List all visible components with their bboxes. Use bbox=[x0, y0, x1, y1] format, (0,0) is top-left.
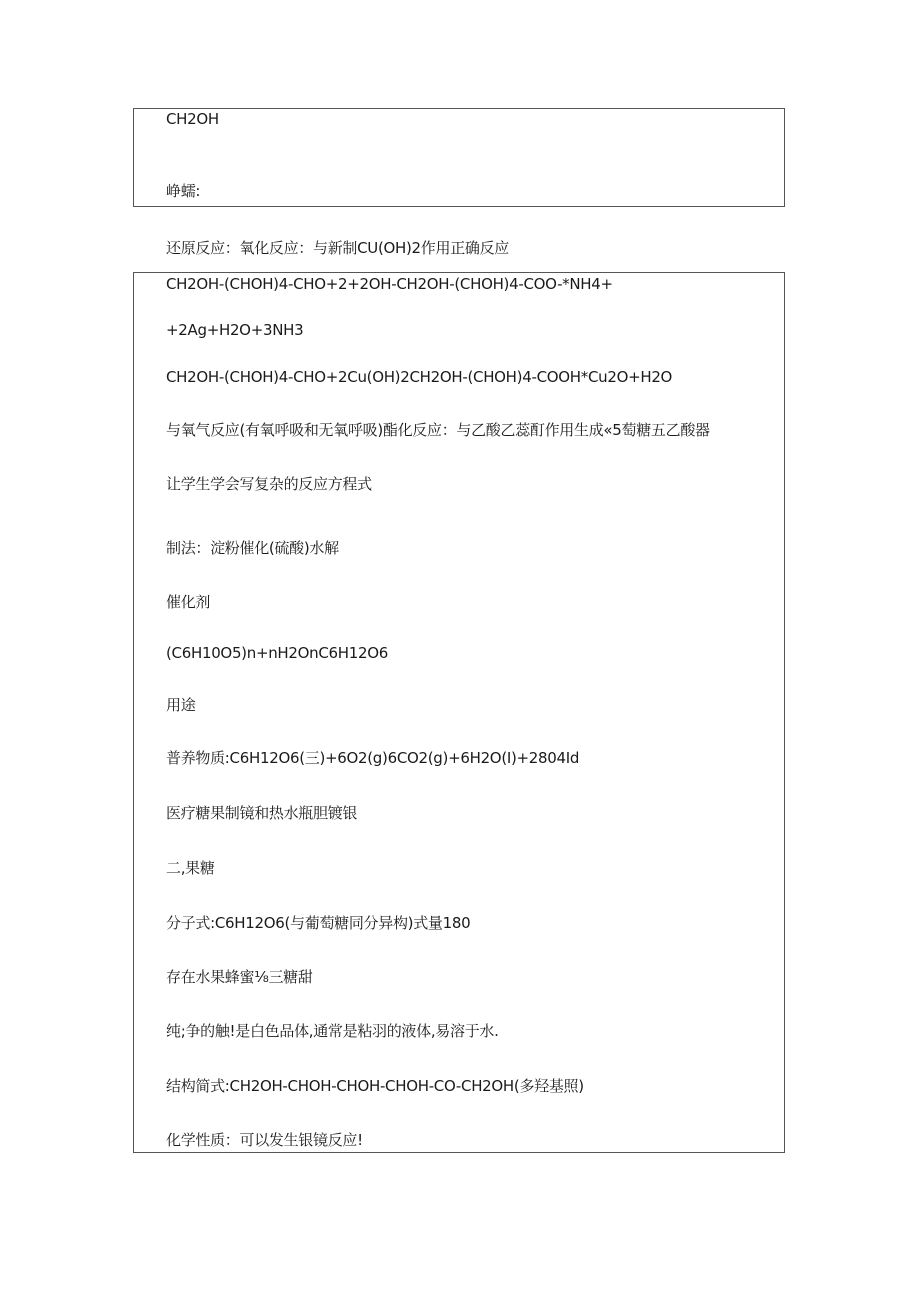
middle-text-line: 还原反应：氧化反应：与新制CU(OH)2作用正确反应 bbox=[166, 239, 509, 257]
box2-line-8: (C6H10O5)n+nH2OnC6H12O6 bbox=[166, 644, 388, 662]
box2-line-10: 普养物质:C6H12O6(三)+6O2(g)6CO2(g)+6H2O(I)+2804Id bbox=[166, 749, 580, 767]
box2-line-2: +2Ag+H2O+3NH3 bbox=[166, 321, 304, 339]
box2-line-15: 纯;争的触!是白色品体,通常是粘羽的液体,易溶于水. bbox=[166, 1022, 499, 1040]
box2-line-16: 结构简式:CH2OH-CHOH-CHOH-CHOH-CO-CH2OH(多羟基照) bbox=[166, 1077, 584, 1095]
box2-line-6: 制法：淀粉催化(硫酸)水解 bbox=[166, 539, 339, 557]
box2-line-9: 用途 bbox=[166, 696, 196, 714]
box2-line-1: CH2OH-(CHOH)4-CHO+2+2OH-CH2OH-(CHOH)4-COO-*NH4+ bbox=[166, 275, 613, 293]
box2-line-14: 存在水果蜂蜜⅛三糖甜 bbox=[166, 968, 313, 986]
box2-line-7: 催化剂 bbox=[166, 593, 211, 611]
text-box-top bbox=[133, 108, 785, 207]
box1-line-1: CH2OH bbox=[166, 110, 219, 128]
box2-line-3: CH2OH-(CHOH)4-CHO+2Cu(OH)2CH2OH-(CHOH)4-COOH*Cu2O+H2O bbox=[166, 368, 673, 386]
box2-line-11: 医疗糖果制镜和热水瓶胆镀银 bbox=[166, 804, 358, 822]
box1-line-2: 峥蠕: bbox=[166, 182, 201, 200]
box2-line-5: 让学生学会写复杂的反应方程式 bbox=[166, 475, 372, 493]
box2-line-13: 分子式:C6H12O6(与葡萄糖同分异构)式量180 bbox=[166, 914, 471, 932]
box2-line-4: 与氧气反应(有氧呼吸和无氧呼吸)酯化反应：与乙酸乙蕊酊作用生成«5萄糖五乙酸器 bbox=[166, 421, 710, 439]
box2-line-17: 化学性质：可以发生银镜反应! bbox=[166, 1131, 363, 1149]
box2-line-12: 二,果糖 bbox=[166, 859, 215, 877]
